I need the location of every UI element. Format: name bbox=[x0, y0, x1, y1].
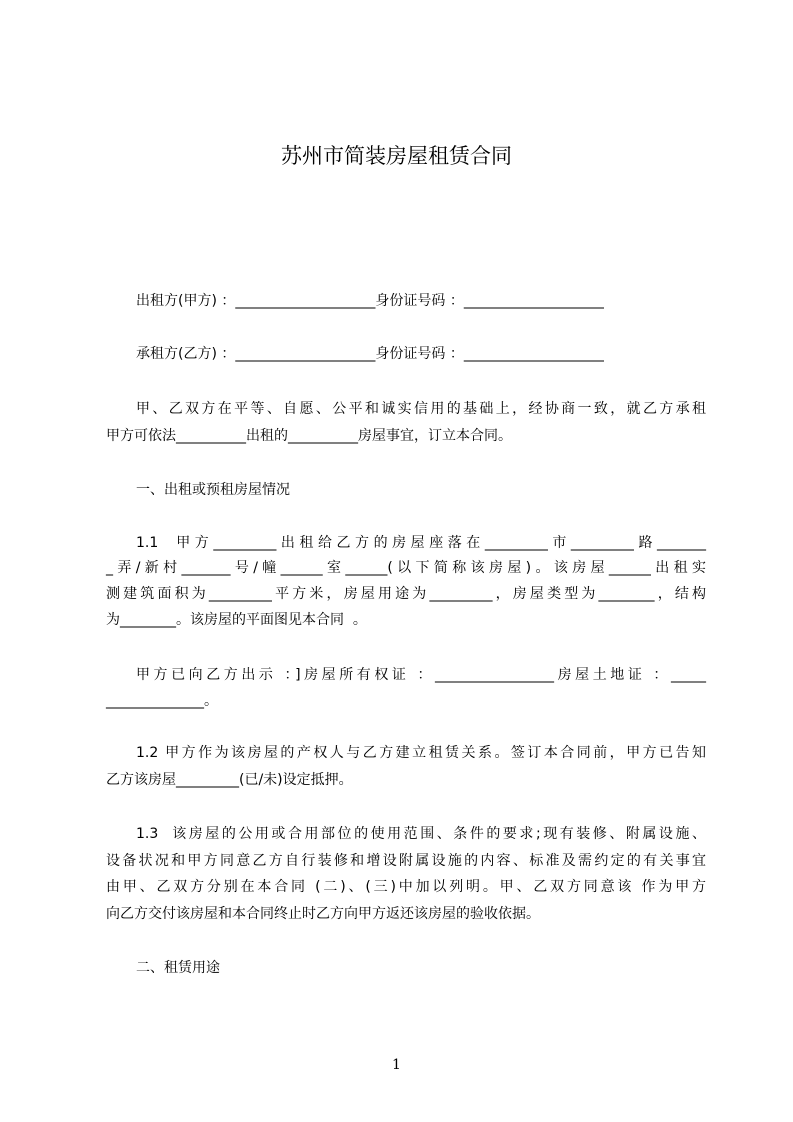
clause-1-2-line-2: 乙方该房屋_________(已/未)设定抵押。 bbox=[106, 772, 353, 788]
page-number: 1 bbox=[392, 1057, 401, 1073]
clause-1-3-line-4: 向乙方交付该房屋和本合同终止时乙方向甲方返还该房屋的验收依据。 bbox=[106, 906, 540, 922]
clause-1-1-line-1: 1.1 甲方_________出租给乙方的房屋座落在_________市_________路_______ bbox=[136, 535, 706, 551]
preamble-line-1: 甲、乙双方在平等、自愿、公平和诚实信用的基础上，经协商一致，就乙方承租 bbox=[136, 401, 706, 417]
section-heading-1: 一、出租或预租房屋情况 bbox=[136, 482, 290, 498]
document-title: 苏州市简装房屋租赁合同 bbox=[281, 144, 512, 168]
certificates-line-1: 甲方已向乙方出示 ：]房屋所有权证 ：_________________房屋土地证 ：_____ bbox=[136, 667, 706, 683]
clause-1-3-line-1: 1.3 该房屋的公用或合用部位的使用范围、条件的要求;现有装修、附属设施、 bbox=[136, 826, 706, 842]
clause-1-2-line-1: 1.2 甲方作为该房屋的产权人与乙方建立租赁关系。签订本合同前，甲方已告知 bbox=[136, 745, 706, 761]
section-heading-2: 二、租赁用途 bbox=[136, 960, 220, 976]
clause-1-3-line-3: 由甲、乙双方分别在本合同 (二)、(三)中加以列明。甲、乙双方同意该 作为甲方 bbox=[106, 879, 706, 895]
clause-1-1-line-4: 为________。该房屋的平面图见本合同 。 bbox=[106, 612, 367, 628]
lessor-line: 出租方(甲方) ：____________________身份证号码 ：____________________ bbox=[136, 293, 604, 309]
clause-1-1-line-2: _弄/新村_______号/幢______室______(以下简称该房屋)。该房屋______出租实 bbox=[106, 560, 706, 576]
certificates-line-2: ______________。 bbox=[106, 693, 218, 709]
lessee-line: 承租方(乙方) ：____________________身份证号码 ：____________________ bbox=[136, 346, 604, 362]
preamble-line-2: 甲方可依法__________出租的__________房屋事宜，订立本合同。 bbox=[106, 428, 512, 444]
clause-1-3-line-2: 设备状况和甲方同意乙方自行装修和增设附属设施的内容、标准及需约定的有关事宜 bbox=[106, 853, 706, 869]
clause-1-1-line-3: 测建筑面积为_________平方米，房屋用途为_________，房屋类型为________，结构 bbox=[106, 586, 706, 602]
